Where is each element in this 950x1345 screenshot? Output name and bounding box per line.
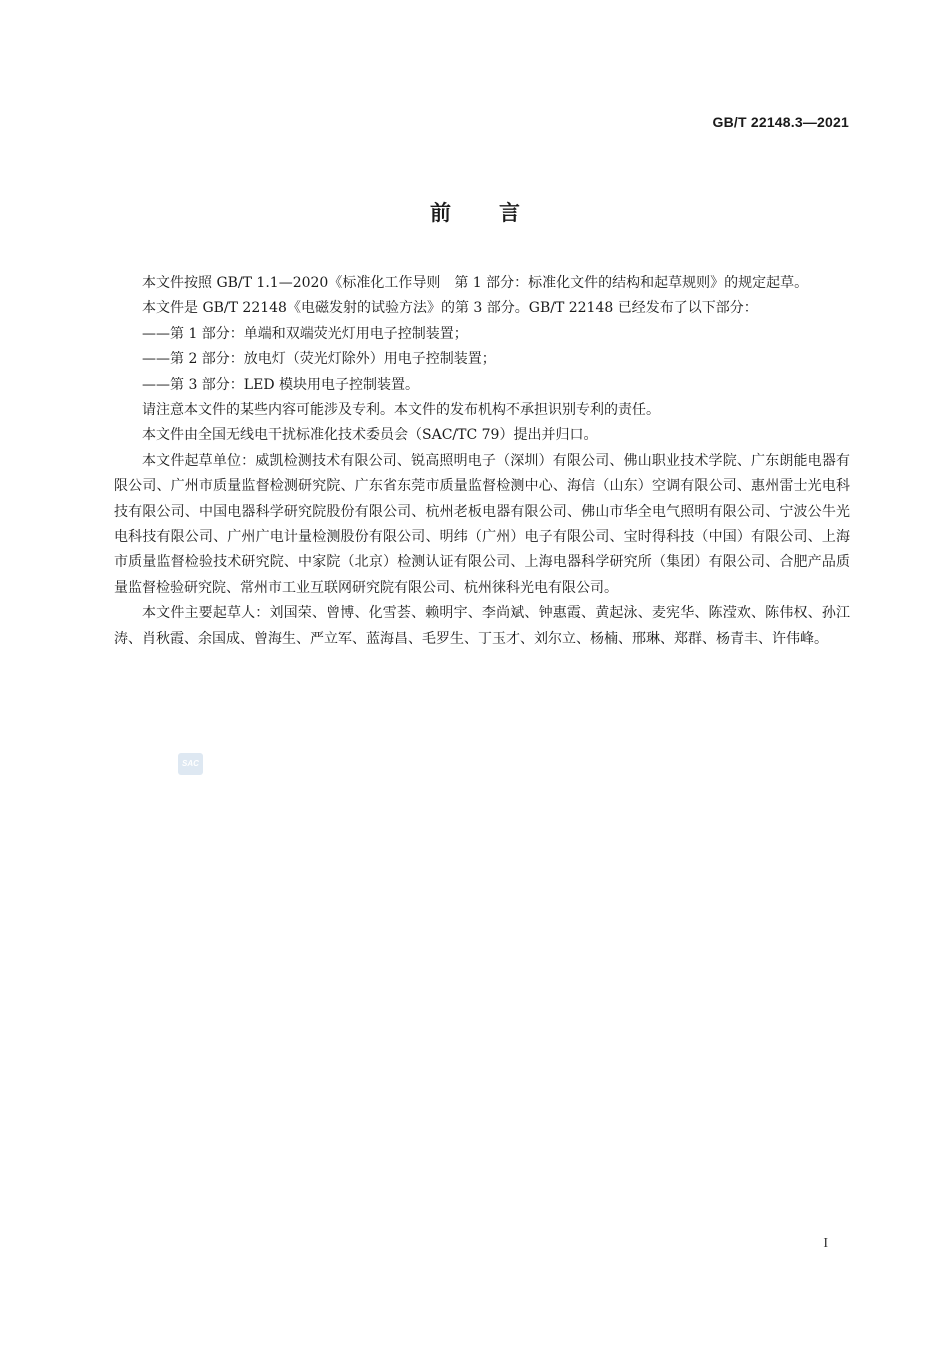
sac-watermark-logo: SAC xyxy=(178,753,203,775)
page-title xyxy=(0,197,950,227)
title-char-1: 前 xyxy=(430,201,451,225)
paragraph-part-statement: 本文件是 GB/T 22148《电磁发射的试验方法》的第 3 部分。GB/T 22148 已经发布了以下部分： xyxy=(142,300,758,317)
foreword-body xyxy=(114,271,850,652)
list-item-part-3: ——第 3 部分：LED 模块用电子控制装置。 xyxy=(142,376,419,393)
standard-code: GB/T 22148.3—2021 xyxy=(712,114,849,130)
paragraph-patent-notice: 请注意本文件的某些内容可能涉及专利。本文件的发布机构不承担识别专利的责任。 xyxy=(142,402,660,419)
paragraph-drafting-units: 本文件起草单位：威凯检测技术有限公司、锐高照明电子（深圳）有限公司、佛山职业技术学院、广东朗能电器有限公司、广州市质量监督检测研究院、广东省东莞市质量监督检测中心、海信（山东）空调有限公司、惠州雷士光电科技有限公司、中国电器科学研究院股份有限公司、杭州老板电器有限公司、佛山市华全电气照明有限公司、宁波公牛光电科技有限公司、广州广电计量检测股份有限公司、明纬（广州）电子有限公司、宝时得科技（中国）有限公司、上海市质量监督检验技术研究院、中家院（北京）检测认证有限公司、上海电器科学研究所（集团）有限公司、合肥产品质量监督检验研究院、常州市工业互联网研究院有限公司、杭州徕科光电有限公司。 xyxy=(114,452,850,596)
list-item-part-2: ——第 2 部分：放电灯（荧光灯除外）用电子控制装置； xyxy=(142,351,496,368)
page-number: I xyxy=(823,1236,828,1251)
paragraph-drafting-rules: 本文件按照 GB/T 1.1—2020《标准化工作导则 第 1 部分：标准化文件的结构和起草规则》的规定起草。 xyxy=(142,275,809,291)
paragraph-proposed-by: 本文件由全国无线电干扰标准化技术委员会（SAC/TC 79）提出并归口。 xyxy=(142,427,598,444)
list-item-part-1: ——第 1 部分：单端和双端荧光灯用电子控制装置； xyxy=(142,325,468,342)
title-char-2: 言 xyxy=(499,201,520,225)
paragraph-drafters: 本文件主要起草人：刘国荣、曾博、化雪荟、赖明宇、李尚斌、钟惠霞、黄起泳、麦宪华、陈滢欢、陈伟权、孙江涛、肖秋霞、余国成、曾海生、严立军、蓝海昌、毛罗生、丁玉才、刘尔立、杨楠、邢琳、郑群、杨青丰、许伟峰。 xyxy=(114,605,850,647)
